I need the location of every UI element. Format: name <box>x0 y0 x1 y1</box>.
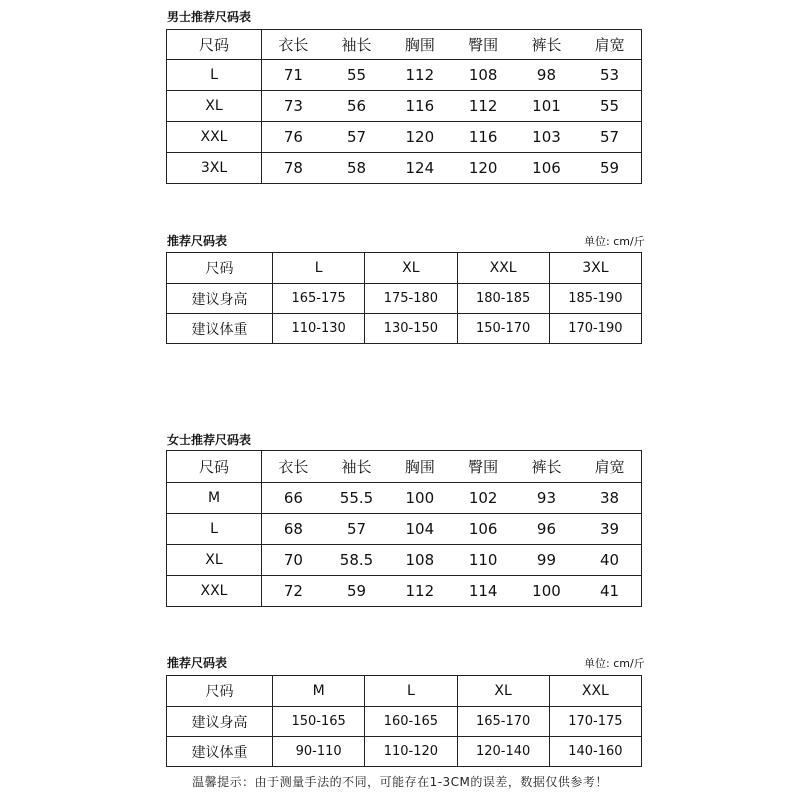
table-header-row <box>167 30 642 60</box>
header-cell: XL <box>457 676 549 707</box>
size-cell: L <box>167 514 262 545</box>
table-row <box>167 122 642 153</box>
footer-note: 温馨提示：由于测量手法的不同，可能存在1-3CM的误差，数据仅供参考！ <box>192 775 608 789</box>
table-row <box>167 576 642 607</box>
value-cell: 112 <box>388 60 451 91</box>
size-cell: XL <box>167 545 262 576</box>
value-cell: 59 <box>578 153 641 184</box>
women-rec-unit: 单位: cm/斤 <box>584 657 645 670</box>
header-cell: 尺码 <box>167 676 273 707</box>
value-cell: 120 <box>388 122 451 153</box>
value-cell: 38 <box>578 483 641 514</box>
table-row <box>167 314 642 344</box>
value-cell: 150-170 <box>457 314 549 344</box>
value-cell: 100 <box>388 483 451 514</box>
header-cell: 袖长 <box>325 30 388 60</box>
value-cell: 112 <box>388 576 451 607</box>
value-cell: 90-110 <box>273 737 365 767</box>
size-cell: 3XL <box>167 153 262 184</box>
value-cell: 70 <box>262 545 325 576</box>
value-cell: 185-190 <box>549 284 641 314</box>
header-cell: 胸围 <box>388 451 451 483</box>
value-cell: 165-170 <box>457 707 549 737</box>
value-cell: 114 <box>451 576 514 607</box>
value-cell: 99 <box>515 545 578 576</box>
size-cell: XXL <box>167 576 262 607</box>
value-cell: 150-165 <box>273 707 365 737</box>
value-cell: 93 <box>515 483 578 514</box>
value-cell: 116 <box>451 122 514 153</box>
value-cell: 116 <box>388 91 451 122</box>
value-cell: 103 <box>515 122 578 153</box>
value-cell: 72 <box>262 576 325 607</box>
value-cell: 110 <box>451 545 514 576</box>
table-row <box>167 737 642 767</box>
value-cell: 55 <box>578 91 641 122</box>
header-cell: L <box>273 253 365 284</box>
value-cell: 55 <box>325 60 388 91</box>
header-cell: 肩宽 <box>578 30 641 60</box>
value-cell: 76 <box>262 122 325 153</box>
header-cell: 尺码 <box>167 451 262 483</box>
value-cell: 55.5 <box>325 483 388 514</box>
header-cell: 3XL <box>549 253 641 284</box>
value-cell: 106 <box>515 153 578 184</box>
men-size-table <box>166 29 642 184</box>
header-cell: 衣长 <box>262 451 325 483</box>
value-cell: 110-130 <box>273 314 365 344</box>
size-cell: L <box>167 60 262 91</box>
men-size-title: 男士推荐尺码表 <box>167 10 252 24</box>
header-cell: 尺码 <box>167 30 262 60</box>
women-size-title: 女士推荐尺码表 <box>167 433 252 447</box>
table-row <box>167 483 642 514</box>
value-cell: 108 <box>388 545 451 576</box>
value-cell: 96 <box>515 514 578 545</box>
table-header-row <box>167 676 642 707</box>
header-cell: 袖长 <box>325 451 388 483</box>
value-cell: 108 <box>451 60 514 91</box>
row-label-cell: 建议身高 <box>167 707 273 737</box>
value-cell: 57 <box>325 122 388 153</box>
value-cell: 104 <box>388 514 451 545</box>
value-cell: 180-185 <box>457 284 549 314</box>
value-cell: 120 <box>451 153 514 184</box>
header-cell: M <box>273 676 365 707</box>
table-row <box>167 153 642 184</box>
header-cell: XXL <box>549 676 641 707</box>
value-cell: 41 <box>578 576 641 607</box>
table-row <box>167 91 642 122</box>
value-cell: 98 <box>515 60 578 91</box>
size-cell: M <box>167 483 262 514</box>
header-cell: L <box>365 676 457 707</box>
men-rec-table <box>166 252 642 344</box>
header-cell: 衣长 <box>262 30 325 60</box>
value-cell: 102 <box>451 483 514 514</box>
table-row <box>167 284 642 314</box>
header-cell: XXL <box>457 253 549 284</box>
row-label-cell: 建议身高 <box>167 284 273 314</box>
size-cell: XXL <box>167 122 262 153</box>
value-cell: 57 <box>325 514 388 545</box>
value-cell: 130-150 <box>365 314 457 344</box>
table-row <box>167 514 642 545</box>
value-cell: 68 <box>262 514 325 545</box>
header-cell: XL <box>365 253 457 284</box>
value-cell: 110-120 <box>365 737 457 767</box>
row-label-cell: 建议体重 <box>167 737 273 767</box>
value-cell: 39 <box>578 514 641 545</box>
header-cell: 裤长 <box>515 451 578 483</box>
value-cell: 40 <box>578 545 641 576</box>
value-cell: 100 <box>515 576 578 607</box>
header-cell: 肩宽 <box>578 451 641 483</box>
value-cell: 56 <box>325 91 388 122</box>
table-header-row <box>167 451 642 483</box>
men-rec-title: 推荐尺码表 <box>167 234 228 248</box>
value-cell: 57 <box>578 122 641 153</box>
value-cell: 53 <box>578 60 641 91</box>
women-rec-title: 推荐尺码表 <box>167 656 228 670</box>
value-cell: 160-165 <box>365 707 457 737</box>
value-cell: 101 <box>515 91 578 122</box>
header-cell: 臀围 <box>451 451 514 483</box>
value-cell: 78 <box>262 153 325 184</box>
table-row <box>167 545 642 576</box>
value-cell: 66 <box>262 483 325 514</box>
value-cell: 124 <box>388 153 451 184</box>
table-row <box>167 707 642 737</box>
value-cell: 120-140 <box>457 737 549 767</box>
table-row <box>167 60 642 91</box>
row-label-cell: 建议体重 <box>167 314 273 344</box>
value-cell: 112 <box>451 91 514 122</box>
table-header-row <box>167 253 642 284</box>
value-cell: 58.5 <box>325 545 388 576</box>
value-cell: 58 <box>325 153 388 184</box>
value-cell: 170-190 <box>549 314 641 344</box>
women-rec-table <box>166 675 642 767</box>
men-rec-unit: 单位: cm/斤 <box>584 235 645 248</box>
value-cell: 175-180 <box>365 284 457 314</box>
header-cell: 裤长 <box>515 30 578 60</box>
value-cell: 73 <box>262 91 325 122</box>
size-cell: XL <box>167 91 262 122</box>
header-cell: 尺码 <box>167 253 273 284</box>
header-cell: 臀围 <box>451 30 514 60</box>
women-size-table <box>166 450 642 607</box>
value-cell: 71 <box>262 60 325 91</box>
value-cell: 165-175 <box>273 284 365 314</box>
value-cell: 170-175 <box>549 707 641 737</box>
header-cell: 胸围 <box>388 30 451 60</box>
value-cell: 59 <box>325 576 388 607</box>
value-cell: 106 <box>451 514 514 545</box>
value-cell: 140-160 <box>549 737 641 767</box>
